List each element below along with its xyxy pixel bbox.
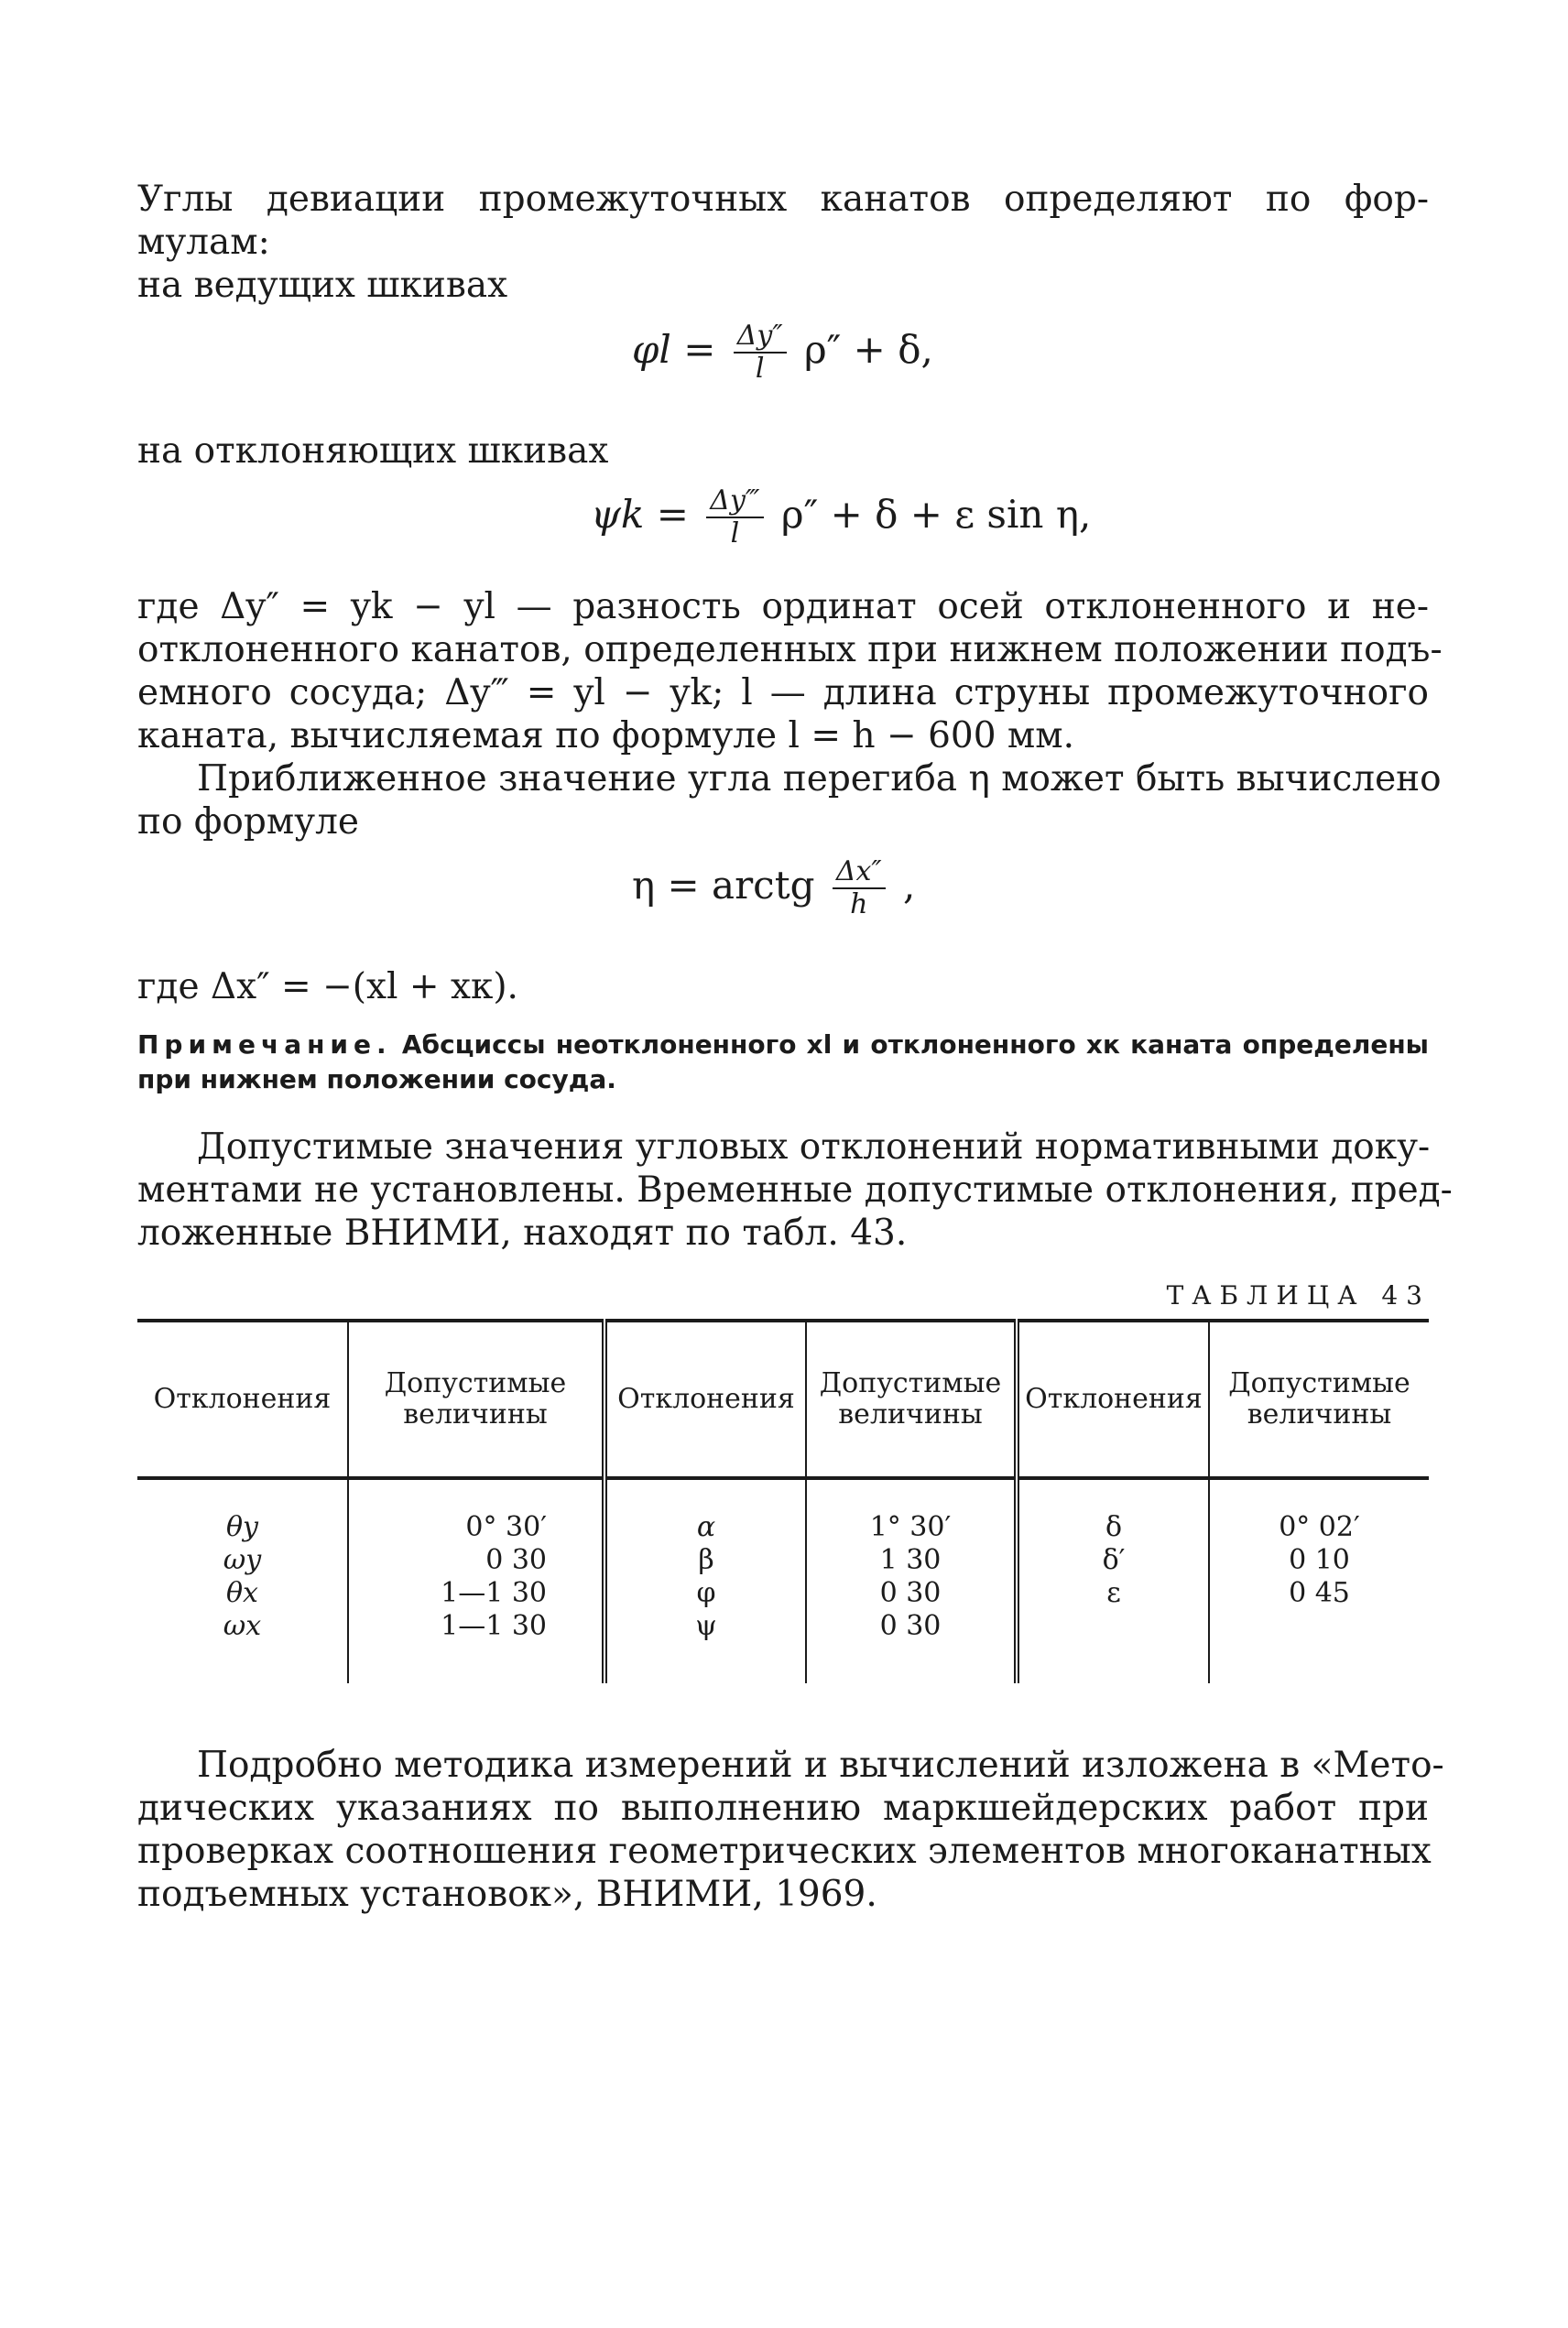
cell-value: 0 30 [485,1544,547,1576]
cell-delta-prime: δ′ [1102,1544,1126,1576]
header-deviations-1: Отклонения [137,1321,348,1478]
col-deviations-3 [1017,1478,1209,1683]
header-allowed-2: Допустимые величины [806,1321,1017,1478]
cell-phi: φ [696,1577,716,1609]
col-allowed-1 [348,1478,604,1683]
formula-eta-fraction [833,856,886,920]
cell-value: 0° 02′ [1279,1511,1360,1543]
formula-psi-denominator: l [730,517,740,549]
where2-line: где Δx″ = −(xl + xк). [137,966,518,1007]
para3-line3: ложенные ВНИМИ, находят по табл. 43. [137,1213,908,1254]
cell-value: 1—1 30 [441,1610,547,1642]
para1-line3: на ведущих шкивах [137,265,508,306]
cell-delta: δ [1105,1511,1123,1543]
where1-line4: каната, вычисляемая по формуле l = h − 600 мм. [137,715,1074,756]
para2-line1: Приближенное значение угла перегиба η может быть вычислено [197,758,1442,800]
header-deviations-2: Отклонения [604,1321,806,1478]
cell-value: 0 30 [879,1577,942,1609]
para1-line1: Углы девиации промежуточных канатов определяют по фор- [137,179,1429,220]
note-label: Примечание. [137,1029,392,1060]
formula-eta-numerator: Δx″ [835,855,882,887]
formula-psi-numerator: Δy‴ [710,484,760,517]
table-caption: ТАБЛИЦА 43 [1166,1280,1431,1311]
formula-phi-rest: ρ″ + δ, [803,327,933,372]
cell-value: 0 30 [879,1610,942,1642]
cell-value: 0° 30′ [465,1511,547,1543]
para4-line3: проверках соотношения геометрических элементов многоканатных [137,1831,1432,1872]
cell-value: 1° 30′ [869,1511,952,1543]
formula-phi-denominator: l [755,353,765,385]
cell-alpha: α [696,1511,716,1543]
cell-omega-x: ωx [223,1610,262,1642]
col-deviations-2 [604,1478,806,1683]
cell-value: 1—1 30 [441,1577,547,1609]
formula-phi: φl = $\frac{\Delta y''}{l}$ ρ″ + δ, [632,320,933,385]
where1-line3: емного сосуда; Δy‴ = yl − yk; l — длина струны промежуточного [137,672,1429,713]
cell-theta-y: θy [225,1511,258,1543]
formula-phi-fraction [734,321,787,385]
formula-psi-rest: ρ″ + δ + ε sin η, [780,492,1092,537]
cell-value: 0 45 [1289,1577,1350,1609]
table-43 [137,1319,1429,1683]
para4-line2: дических указаниях по выполнению маркшейдерских работ при [137,1788,1429,1829]
header-allowed-1: Допустимые величины [348,1321,604,1478]
note-block [137,1028,1429,1097]
cell-value: 0 10 [1289,1544,1350,1576]
cell-omega-y: ωy [223,1544,262,1576]
formula-psi-lhs: ψk [591,492,645,537]
table-body-row [137,1478,1429,1683]
formula-phi-lhs: φl [632,327,671,372]
col-allowed-2 [806,1478,1017,1683]
cell-psi: ψ [695,1610,717,1642]
header-allowed-3: Допустимые величины [1209,1321,1429,1478]
para3-line2: ментами не установлены. Временные допустимые отклонения, пред- [137,1169,1453,1211]
col-deviations-1 [137,1478,348,1683]
formula-psi-fraction [706,485,763,549]
table-header-row [137,1321,1429,1478]
where1-line1: где Δy″ = yk − yl — разность ординат осей отклоненного и не- [137,586,1429,627]
formula-eta [632,856,915,920]
para1-line2: мулам: [137,222,270,263]
cell-value: 1 30 [879,1544,942,1576]
formula-eta-lhs: η = arctg [632,863,815,908]
para4-line1: Подробно методика измерений и вычислений изложена в «Мето- [197,1745,1444,1786]
cell-beta: β [698,1544,714,1576]
para4-line4: подъемных установок», ВНИМИ, 1969. [137,1874,877,1915]
header-deviations-3: Отклонения [1017,1321,1209,1478]
note-text: Абсциссы неотклоненного xl и отклоненного xк каната определены при нижнем положении сосуда. [137,1029,1429,1094]
formula-eta-denominator: h [850,888,868,920]
where1-line2: отклоненного канатов, определенных при нижнем положении подъ- [137,629,1443,670]
formula-eta-rest: , [902,863,916,908]
para2-line2: по формуле [137,801,359,843]
para3-line1: Допустимые значения угловых отклонений нормативными доку- [197,1126,1431,1168]
formula-psi: ψk = $\frac{\Delta y‴}{l}$ ρ″ + δ + ε sin η, [591,484,1092,549]
cell-epsilon: ε [1106,1577,1121,1609]
label-deflecting-sheaves: на отклоняющих шкивах [137,430,609,472]
cell-theta-x: θx [226,1577,258,1609]
formula-phi-numerator: Δy″ [736,320,783,352]
col-allowed-3 [1209,1478,1429,1683]
